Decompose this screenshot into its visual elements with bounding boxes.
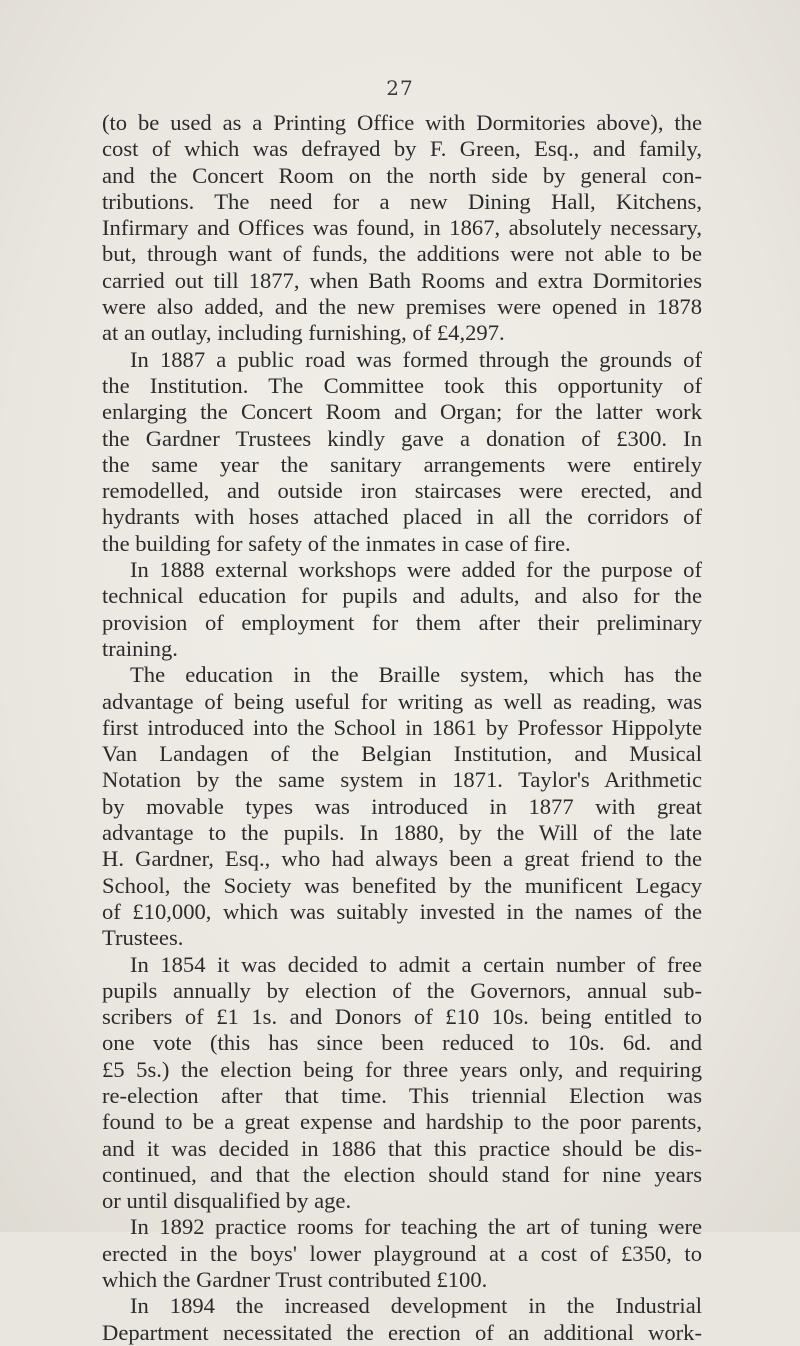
text-line: advantage to the pupils. In 1880, by the Will of the late (102, 820, 702, 846)
text-line: but, through want of funds, the additions were not able to be (102, 241, 702, 267)
text-line: In 1888 external workshops were added for the purpose of (130, 557, 702, 583)
text-line: carried out till 1877, when Bath Rooms and extra Dormitories (102, 267, 702, 293)
text-line: H. Gardner, Esq., who had always been a great friend to the (102, 846, 702, 872)
text-line: were also added, and the new premises were opened in 1878 (102, 294, 702, 320)
text-line: the Gardner Trustees kindly gave a donation of £300. In (102, 425, 702, 451)
text-line: remodelled, and outside iron staircases were erected, and (102, 478, 702, 504)
text-line: Notation by the same system in 1871. Taylor's Arithmetic (102, 767, 702, 793)
text-line: School, the Society was benefited by the munificent Legacy (102, 872, 702, 898)
text-line: one vote (this has since been reduced to 10s. 6d. and (102, 1030, 702, 1056)
text-line: erected in the boys' lower playground at a cost of £350, to (102, 1240, 702, 1266)
text-line: at an outlay, including furnishing, of £4,297. (102, 320, 505, 346)
text-line: by movable types was introduced in 1877 with great (102, 793, 702, 819)
text-line: of £10,000, which was suitably invested in the names of the (102, 898, 702, 924)
text-line: the same year the sanitary arrangements were entirely (102, 451, 702, 477)
text-line: found to be a great expense and hardship to the poor parents, (102, 1109, 702, 1135)
text-line: The education in the Braille system, which has the (130, 662, 702, 688)
text-line: In 1854 it was decided to admit a certain number of free (130, 951, 702, 977)
text-line: first introduced into the School in 1861 by Professor Hippolyte (102, 714, 702, 740)
text-line: the building for safety of the inmates in case of fire. (102, 530, 571, 556)
text-line: scribers of £1 1s. and Donors of £10 10s. being entitled to (102, 1004, 702, 1030)
text-line: In 1892 practice rooms for teaching the art of tuning were (130, 1214, 702, 1240)
text-line: provision of employment for them after their preliminary (102, 609, 702, 635)
text-line: training. (102, 635, 178, 661)
text-line: enlarging the Concert Room and Organ; for the latter work (102, 399, 702, 425)
text-line: tributions. The need for a new Dining Hall, Kitchens, (102, 188, 702, 214)
text-line: hydrants with hoses attached placed in all the corridors of (102, 504, 702, 530)
page-number: 27 (386, 76, 414, 100)
text-line: continued, and that the election should stand for nine years (102, 1161, 702, 1187)
text-line: cost of which was defrayed by F. Green, Esq., and family, (102, 136, 702, 162)
text-line: pupils annually by election of the Governors, annual sub- (102, 977, 702, 1003)
body-text (102, 110, 702, 1346)
text-line: and the Concert Room on the north side by general con- (102, 162, 702, 188)
text-line: advantage of being useful for writing as well as reading, was (102, 688, 702, 714)
text-line: technical education for pupils and adults, and also for the (102, 583, 702, 609)
text-line: Trustees. (102, 925, 184, 951)
text-line: £5 5s.) the election being for three years only, and requiring (102, 1056, 702, 1082)
text-line: Van Landagen of the Belgian Institution, and Musical (102, 741, 702, 767)
text-line: re-election after that time. This triennial Election was (102, 1082, 702, 1108)
text-line: In 1894 the increased development in the Industrial (130, 1293, 702, 1319)
text-line: Department necessitated the erection of an additional work- (102, 1319, 702, 1345)
text-line: or until disqualified by age. (102, 1188, 352, 1214)
text-line: the Institution. The Committee took this opportunity of (102, 372, 702, 398)
text-line: and it was decided in 1886 that this practice should be dis- (102, 1135, 702, 1161)
text-line: which the Gardner Trust contributed £100. (102, 1267, 488, 1293)
text-line: (to be used as a Printing Office with Dormitories above), the (102, 110, 702, 135)
text-line: In 1887 a public road was formed through the grounds of (130, 346, 702, 372)
text-line: Infirmary and Offices was found, in 1867, absolutely necessary, (102, 215, 702, 241)
